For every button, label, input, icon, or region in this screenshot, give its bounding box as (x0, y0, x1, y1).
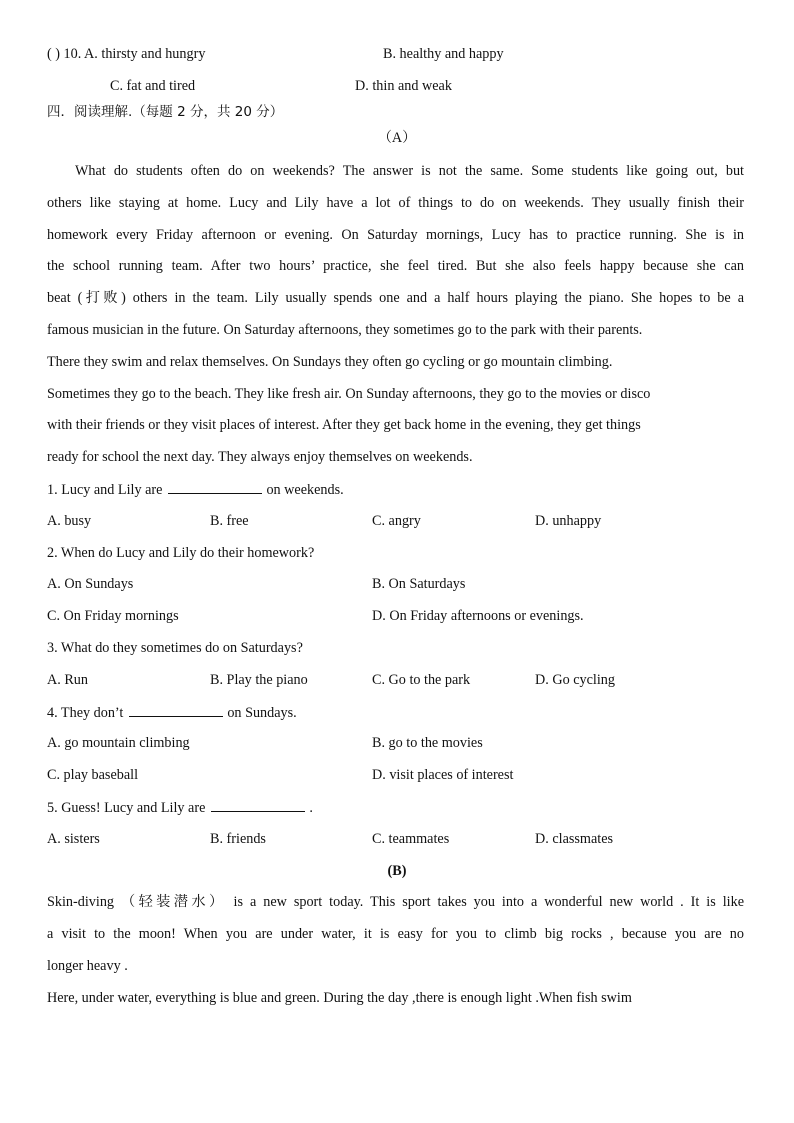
passage-a-line-5: beat (打败) others in the team. Lily usually spends one and a half hours playing the piano. She hopes to be a (47, 290, 744, 306)
passage-a-line-1: What do students often do on weekends? The answer is not the same. Some students like going out, but (75, 163, 744, 179)
passage-a-line-3: homework every Friday afternoon or evening. On Saturday mornings, Lucy has to practice running. She is in (47, 227, 744, 243)
q5-option-b: B. friends (210, 831, 266, 847)
passage-a-line-7: There they swim and relax themselves. On Sundays they often go cycling or go mountain climbing. (47, 354, 613, 370)
q2-option-d: D. On Friday afternoons or evenings. (372, 608, 584, 624)
passage-b-line-1: Skin-diving （轻装潜水） is a new sport today. This sport takes you into a wonderful new world . It is like (47, 894, 744, 910)
passage-a-line-6: famous musician in the future. On Saturday afternoons, they sometimes go to the park with their parents. (47, 322, 643, 338)
question-1-stem-before: 1. Lucy and Lily are (47, 482, 163, 498)
answer-blank (168, 479, 262, 494)
q5-option-c: C. teammates (372, 831, 450, 847)
q2-option-b: B. On Saturdays (372, 576, 466, 592)
q2-option-c: C. On Friday mornings (47, 608, 179, 624)
q1-option-d: D. unhappy (535, 513, 602, 529)
passage-b-label: (B) (387, 863, 407, 879)
answer-blank (211, 797, 305, 812)
question-1-stem-after: on weekends. (266, 482, 344, 498)
q3-option-b: B. Play the piano (210, 672, 308, 688)
q3-option-a: A. Run (47, 672, 88, 688)
q4-option-a: A. go mountain climbing (47, 735, 190, 751)
question-5-stem (47, 797, 744, 818)
q4-option-b: B. go to the movies (372, 735, 483, 751)
q5-option-d: D. classmates (535, 831, 614, 847)
question-5-stem-before: 5. Guess! Lucy and Lily are (47, 800, 206, 816)
passage-b-line-3: longer heavy . (47, 958, 128, 974)
question-2-stem: 2. When do Lucy and Lily do their homework? (47, 545, 315, 561)
question-4-stem (47, 702, 744, 723)
passage-a-label: （A） (377, 130, 417, 146)
q5-option-a: A. sisters (47, 831, 100, 847)
passage-b-line-4: Here, under water, everything is blue and green. During the day ,there is enough light .When fish swim (47, 990, 632, 1006)
q10-prefix-option-a: ( ) 10. A. thirsty and hungry (47, 46, 206, 62)
q3-option-c: C. Go to the park (372, 672, 471, 688)
question-4-stem-before: 4. They don’t (47, 705, 124, 721)
q1-option-a: A. busy (47, 513, 92, 529)
passage-a-line-4: the school running team. After two hours’ practice, she feel tired. But she also feels happy because she can (47, 258, 744, 274)
q4-option-d: D. visit places of interest (372, 767, 514, 783)
passage-a-line-9: with their friends or they visit places of interest. After they get back home in the evening, they get things (47, 417, 641, 433)
passage-a-line-10: ready for school the next day. They always enjoy themselves on weekends. (47, 449, 473, 465)
passage-a-line-8: Sometimes they go to the beach. They like fresh air. On Sunday afternoons, they go to the movies or disco (47, 386, 651, 402)
question-1-stem (47, 479, 744, 500)
q10-option-b: B. healthy and happy (383, 46, 504, 62)
passage-a-line-2: others like staying at home. Lucy and Lily have a lot of things to do on weekends. They usually finish their (47, 195, 744, 211)
q4-option-c: C. play baseball (47, 767, 139, 783)
q3-option-d: D. Go cycling (535, 672, 615, 688)
q10-option-c: C. fat and tired (110, 78, 196, 94)
q1-option-b: B. free (210, 513, 249, 529)
q10-option-d: D. thin and weak (355, 78, 452, 94)
question-4-stem-after: on Sundays. (227, 705, 297, 721)
question-5-stem-after: . (309, 800, 313, 816)
q1-option-c: C. angry (372, 513, 421, 529)
q2-option-a: A. On Sundays (47, 576, 134, 592)
passage-b-line-2: a visit to the moon! When you are under water, it is easy for you to climb big rocks , because you are no (47, 926, 744, 942)
section-heading: 四．阅读理解.（每题 2 分，共 20 分） (47, 104, 284, 120)
question-3-stem: 3. What do they sometimes do on Saturdays? (47, 640, 303, 656)
answer-blank (129, 702, 223, 717)
